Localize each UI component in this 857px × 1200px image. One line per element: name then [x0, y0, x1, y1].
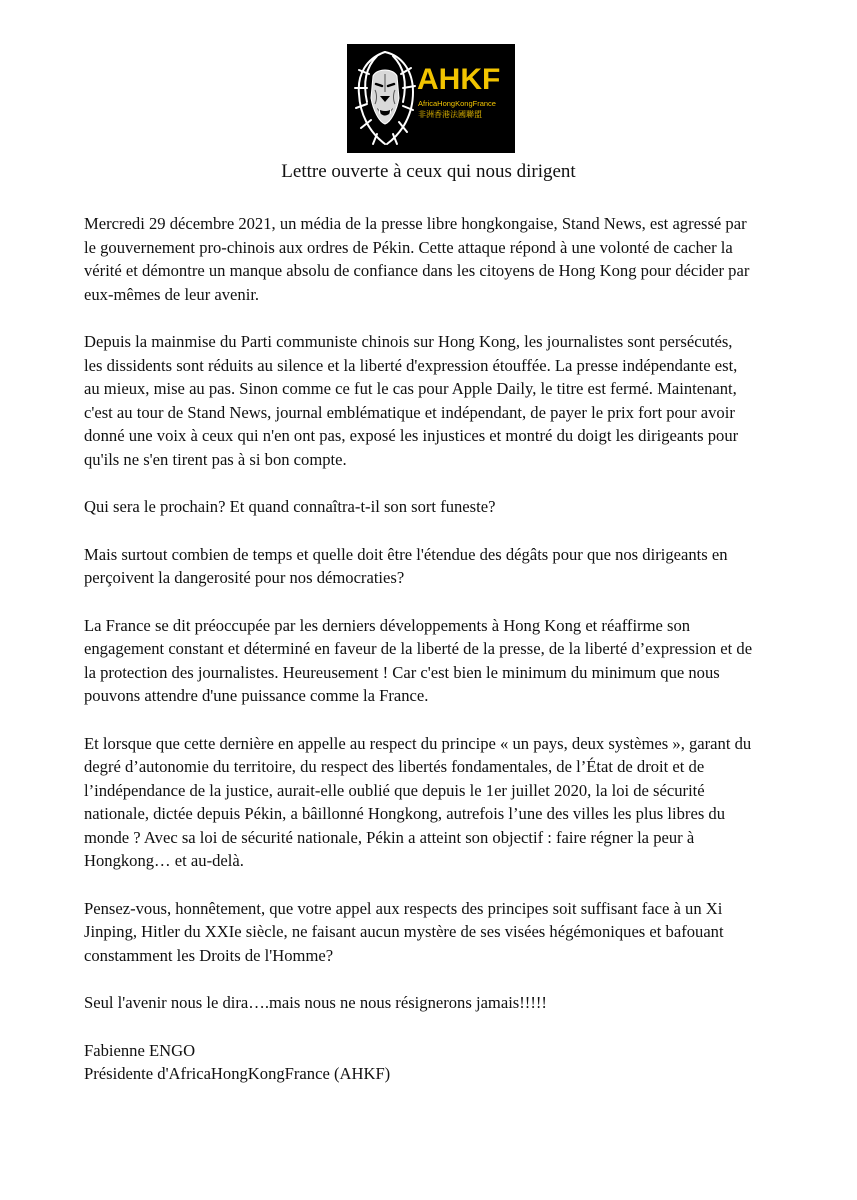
text-line: Qui sera le prochain? Et quand connaîtra-t-il son sort funeste? — [84, 497, 496, 516]
text-line: Pensez-vous, honnêtement, que votre appel aux respects des principes soit suffisant face à un Xi — [84, 898, 723, 918]
text-line: l’indépendance de la justice, aurait-elle oublié que depuis le 1er juillet 2020, la loi de sécurité — [84, 780, 705, 800]
text-line: Hongkong… et au-delà. — [84, 851, 244, 870]
text-line: vérité et démontre un manque absolu de confiance dans les citoyens de Hong Kong pour décider par — [84, 261, 750, 280]
text-line: les dissidents sont réduits au silence et la liberté d'expression étouffée. La presse indépendante est, — [84, 355, 738, 375]
text-line: Seul l'avenir nous le dira….mais nous ne nous résignerons jamais!!!!! — [84, 993, 547, 1012]
paragraph-3 — [84, 495, 784, 519]
paragraph-1 — [84, 212, 784, 306]
paragraph-4 — [84, 543, 784, 590]
text-line: Et lorsque que cette dernière en appelle au respect du principe « un pays, deux systèmes », garant du — [84, 733, 752, 753]
paragraph-2 — [84, 330, 784, 471]
text-line: Depuis la mainmise du Parti communiste chinois sur Hong Kong, les journalistes sont persécutés, — [84, 332, 733, 351]
text-line: donné une voix à ceux qui n'en ont pas, exposé les injustices et montré du doigt les dirigeants pour — [84, 426, 739, 445]
letter-body — [84, 212, 784, 1086]
signature-role: Présidente d'AfricaHongKongFrance (AHKF) — [84, 1064, 391, 1083]
text-line: engagement constant et déterminé en faveur de la liberté de la presse, de la liberté d’expression et de — [84, 639, 753, 658]
text-line: Mais surtout combien de temps et quelle doit être l'étendue des dégâts pour que nos dirigeants en — [84, 544, 728, 564]
text-line: la protection des journalistes. Heureusement ! Car c'est bien le minimum du minimum que nous — [84, 662, 720, 682]
logo-brand-text: AHKF — [417, 63, 501, 96]
text-line: perçoivent la dangerosité pour nos démocraties? — [84, 568, 405, 587]
paragraph-5 — [84, 614, 784, 708]
ahkf-logo — [347, 44, 515, 153]
letter-title: Lettre ouverte à ceux qui nous dirigent — [281, 161, 576, 182]
paragraph-6 — [84, 732, 784, 873]
text-line: qu'ils ne s'en tirent pas à si bon compte. — [84, 449, 347, 469]
text-line: c'est au tour de Stand News, journal emblématique et indépendant, de payer le prix fort pour avoir — [84, 402, 735, 422]
text-line: Jinping, Hitler du XXIe siècle, ne faisant aucun mystère de ses visées hégémoniques et bafouant — [84, 922, 724, 941]
signature-name: Fabienne ENGO — [84, 1040, 196, 1060]
logo-subtitle: AfricaHongKongFrance — [418, 99, 496, 108]
text-line: degré d’autonomie du territoire, du respect des libertés fondamentales, de l’État de droit et de — [84, 757, 705, 776]
text-line: La France se dit préoccupée par les derniers développements à Hong Kong et réaffirme son — [84, 615, 691, 635]
text-line: pouvons attendre d'une puissance comme la France. — [84, 686, 429, 705]
text-line: eux-mêmes de leur avenir. — [84, 284, 260, 304]
paragraph-8 — [84, 991, 784, 1015]
text-line: nationale, dictée depuis Pékin, a bâillonné Hongkong, autrefois l’une des villes les plus libres du — [84, 804, 726, 823]
text-line: Mercredi 29 décembre 2021, un média de la presse libre hongkongaise, Stand News, est agressé par — [84, 214, 747, 233]
logo-chinese-name: 非洲香港法國聯盟 — [418, 110, 482, 119]
text-line: monde ? Avec sa loi de sécurité nationale, Pékin a atteint son objectif : faire régner la peur à — [84, 827, 695, 847]
text-line: le gouvernement pro-chinois aux ordres de Pékin. Cette attaque répond à une volonté de cacher la — [84, 237, 733, 257]
text-line: au mieux, mise au pas. Sinon comme ce fut le cas pour Apple Daily, le titre est fermé. Maintenant, — [84, 379, 737, 398]
paragraph-7 — [84, 897, 784, 968]
text-line: constamment les Droits de l'Homme? — [84, 945, 334, 965]
signature-block — [84, 1039, 784, 1086]
